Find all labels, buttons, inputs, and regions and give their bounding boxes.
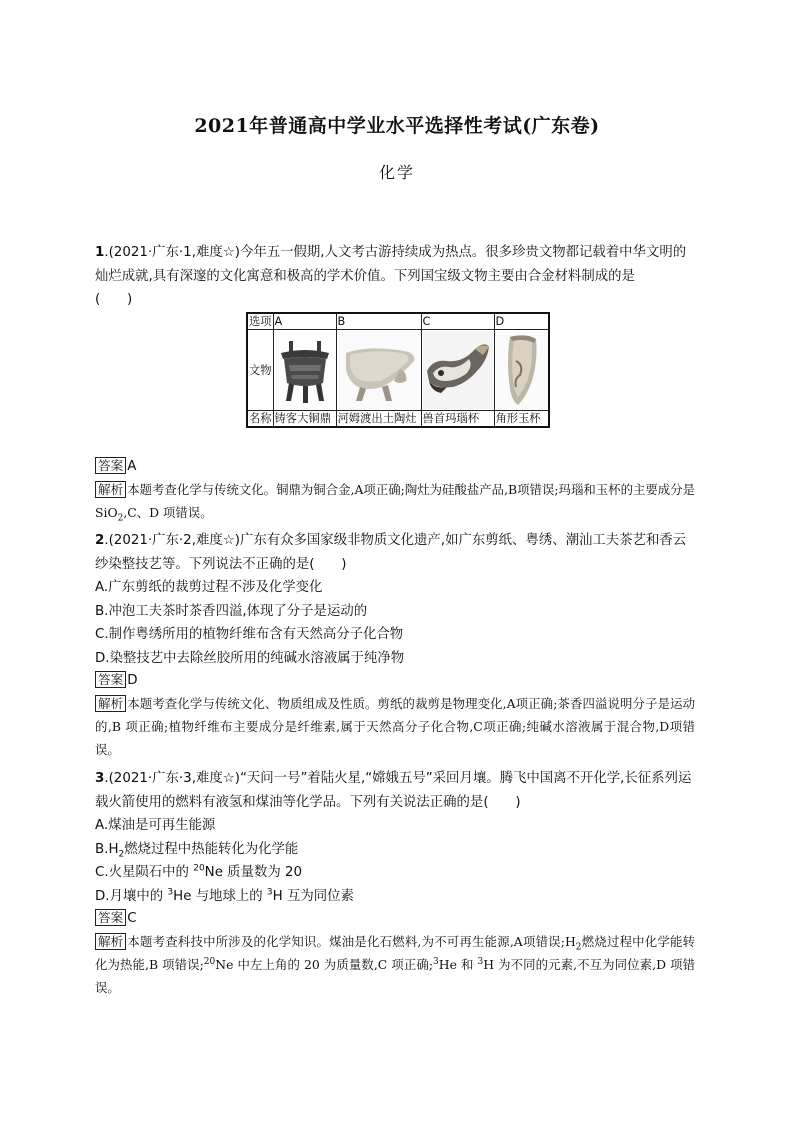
row-label-relic: 文物 xyxy=(247,330,273,411)
page-title: 2021年普通高中学业水平选择性考试(广东卷) xyxy=(194,115,600,137)
relic-table xyxy=(246,312,550,428)
answer-value: C xyxy=(127,911,137,926)
bronze-ding-icon xyxy=(273,330,336,411)
pottery-stove-icon xyxy=(336,330,421,411)
explanation-text: 本题考查化学与传统文化、物质组成及性质。剪纸的裁剪是物理变化,A项正确;茶香四溢说明分子是运动的,B 项正确;植物纤维布主要成分是纤维素,属于天然高分子化合物,C项正确;纯碱水溶液属于混合物,D项错误。 xyxy=(95,696,695,757)
explanation-text: Ne 中左上角的 20 为质量数,C 项正确; xyxy=(215,957,434,972)
explanation-text: H 为不同的元素,不互为同位素,D 项错误。 xyxy=(95,957,696,995)
option-d xyxy=(95,885,695,909)
option-d-header: D xyxy=(494,313,549,330)
row-label-option: 选项 xyxy=(249,315,272,328)
option-text: B.H xyxy=(95,841,119,857)
question-number: 1 xyxy=(95,245,105,260)
explanation-tag: 解析 xyxy=(95,933,126,950)
jade-horn-cup-icon xyxy=(494,330,549,411)
option-b-header: B xyxy=(336,313,421,330)
answer-line xyxy=(95,670,695,692)
question-3-text: .(2021·广东·3,难度☆)“天问一号”着陆火星,“嫦娥五号”采回月壤。腾飞中国离不开化学,长征系列运载火箭使用的燃料有液氢和煤油等化学品。下列有关说法正确的是( ) xyxy=(95,771,692,810)
relic-name-a: 铸客大铜鼎 xyxy=(273,411,336,428)
question-1 xyxy=(95,241,695,312)
question-1-stem xyxy=(95,241,695,312)
answer-line xyxy=(95,908,695,930)
subscript: 2 xyxy=(575,942,582,953)
explanation-tag: 解析 xyxy=(95,695,126,712)
explanation-text: ,C、D 项错误。 xyxy=(123,505,213,520)
question-1-answer xyxy=(95,456,695,524)
question-2-stem xyxy=(95,529,695,576)
option-c-header: C xyxy=(421,313,494,330)
superscript: 3 xyxy=(167,887,174,898)
explanation-text: 燃烧过程中化学能转化为热能,B 项错误; xyxy=(95,934,696,972)
answer-tag: 答案 xyxy=(95,671,126,688)
question-1-text: .(2021·广东·1,难度☆)今年五一假期,人文考古游持续成为热点。很多珍贵文物都记载着中华文明的灿烂成就,具有深邃的文化寓意和极高的学术价值。下列国宝级文物主要由合金材料制成的是 xyxy=(95,245,687,284)
subscript: 2 xyxy=(117,513,124,524)
answer-value: A xyxy=(127,459,137,474)
option-a: A.广东剪纸的裁剪过程不涉及化学变化 xyxy=(95,580,323,595)
option-text: C.火星陨石中的 xyxy=(95,865,194,880)
subscript: 2 xyxy=(118,849,125,860)
superscript: 3 xyxy=(477,956,484,967)
option-b: B.冲泡工夫茶时茶香四溢,体现了分子是运动的 xyxy=(95,603,368,619)
superscript: 3 xyxy=(266,887,273,898)
explanation-text: 本题考查科技中所涉及的化学知识。煤油是化石燃料,为不可再生能源,A项错误;H xyxy=(127,934,576,949)
option-c: C.制作粤绣所用的植物纤维布含有天然高分子化合物 xyxy=(95,627,404,642)
subject-heading: 化学 xyxy=(378,163,415,182)
option-a: A.煤油是可再生能源 xyxy=(95,818,216,833)
superscript: 3 xyxy=(433,956,439,967)
table-row xyxy=(247,411,549,428)
answer-paren: ( ) xyxy=(95,292,133,307)
answer-tag: 答案 xyxy=(95,457,126,474)
option-c xyxy=(95,861,695,885)
explanation-text: 本题考查化学与传统文化。铜鼎为铜合金,A项正确;陶灶为硅酸盐产品,B项错误;玛瑙和玉杯的主要成分是 SiO xyxy=(95,482,695,520)
table-row xyxy=(247,313,549,330)
superscript: 20 xyxy=(203,956,216,967)
explanation xyxy=(95,930,695,999)
explanation-tag: 解析 xyxy=(95,481,126,498)
option-b xyxy=(95,838,695,862)
option-text: 燃烧过程中热能转化为化学能 xyxy=(124,841,299,857)
option-text: H 互为同位素 xyxy=(272,888,354,904)
agate-cup-icon xyxy=(421,330,494,411)
question-3 xyxy=(95,767,695,999)
question-3-stem xyxy=(95,767,695,814)
relic-name-d: 角形玉杯 xyxy=(494,411,549,428)
row-label-name: 名称 xyxy=(249,412,272,425)
question-2-text: .(2021·广东·2,难度☆)广东有众多国家级非物质文化遗产,如广东剪纸、粤绣、潮汕工夫茶艺和香云纱染整技艺等。下列说法不正确的是( ) xyxy=(95,533,687,572)
superscript: 20 xyxy=(193,863,205,874)
option-text: Ne 质量数为 20 xyxy=(204,865,303,880)
option-text: D.月壤中的 xyxy=(95,888,168,904)
question-number: 3 xyxy=(95,771,105,786)
option-text: He 与地球上的 xyxy=(173,888,267,904)
explanation-text: He 和 xyxy=(438,957,478,972)
relic-name-b: 河姆渡出土陶灶 xyxy=(336,411,421,428)
explanation xyxy=(95,692,695,761)
question-number: 2 xyxy=(95,533,105,548)
table-row xyxy=(247,330,549,411)
answer-line xyxy=(95,456,695,478)
answer-tag: 答案 xyxy=(95,909,126,926)
option-a-header: A xyxy=(273,313,336,330)
question-2 xyxy=(95,529,695,761)
option-d: D.染整技艺中去除丝胶所用的纯碱水溶液属于纯净物 xyxy=(95,650,405,666)
explanation xyxy=(95,478,695,524)
answer-value: D xyxy=(127,673,138,688)
relic-name-c: 兽首玛瑙杯 xyxy=(421,411,494,428)
